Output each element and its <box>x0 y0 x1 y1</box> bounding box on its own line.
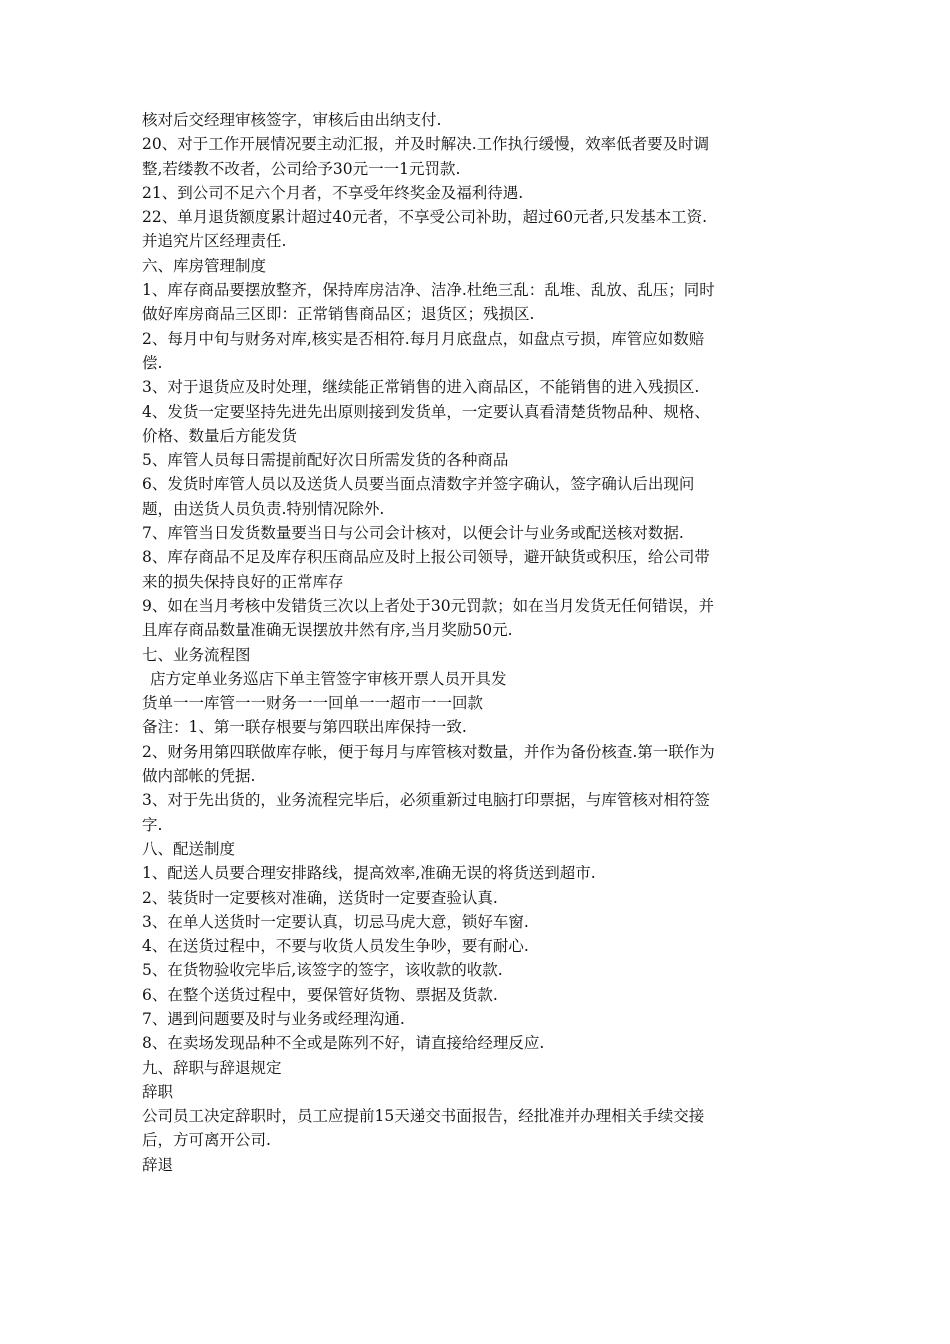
text-line: 核对后交经理审核签字，审核后由出纳支付. <box>142 111 442 129</box>
text-line: 并追究片区经理责任. <box>142 232 287 251</box>
text-line: 4、发货一定要坚持先进先出原则接到发货单，一定要认真看清楚货物品种、规格、 <box>142 402 710 421</box>
section-heading: 七、业务流程图 <box>142 645 251 664</box>
text-line: 8、库存商品不足及库存积压商品应及时上报公司领导，避开缺货或积压，给公司带 <box>142 548 710 567</box>
text-line: 2、财务用第四联做库存帐，便于每月与库管核对数量，并作为备份核查.第一联作为 <box>142 742 715 761</box>
text-line: 且库存商品数量准确无误摆放井然有序,当月奖励50元. <box>142 621 513 640</box>
section-heading: 九、辞职与辞退规定 <box>142 1058 282 1077</box>
text-line: 7、遇到问题要及时与业务或经理沟通. <box>142 1009 405 1028</box>
text-line: 21、到公司不足六个月者，不享受年终奖金及福利待遇. <box>142 183 524 202</box>
text-line: 字. <box>142 815 163 834</box>
text-line: 4、在送货过程中，不要与收货人员发生争吵，要有耐心. <box>142 937 529 956</box>
text-line: 做内部帐的凭据. <box>142 767 256 786</box>
section-heading: 八、配送制度 <box>142 839 236 858</box>
text-line: 3、对于退货应及时处理，继续能正常销售的进入商品区，不能销售的进入残损区. <box>142 378 700 397</box>
text-line: 5、库管人员每日需提前配好次日所需发货的各种商品 <box>142 451 509 470</box>
text-line: 来的损失保持良好的正常库存 <box>142 572 344 591</box>
section-heading: 六、库房管理制度 <box>142 256 267 275</box>
text-line: 9、如在当月考核中发错货三次以上者处于30元罚款；如在当月发货无任何错误，并 <box>142 596 715 615</box>
text-line: 偿. <box>142 353 163 372</box>
text-line: 1、库存商品要摆放整齐，保持库房洁净、洁净.杜绝三乱：乱堆、乱放、乱压；同时 <box>142 281 715 300</box>
text-line: 2、装货时一定要核对准确，送货时一定要查验认真. <box>142 888 498 907</box>
text-line: 6、在整个送货过程中，要保管好货物、票据及货款. <box>142 985 498 1004</box>
text-line: 3、在单人送货时一定要认真，切忌马虎大意，锁好车窗. <box>142 912 529 931</box>
text-line: 货单一一库管一一财务一一回单一一超市一一回款 <box>142 694 484 713</box>
text-line: 1、配送人员要合理安排路线，提高效率,准确无误的将货送到超市. <box>142 864 596 883</box>
text-line: 价格、数量后方能发货 <box>142 426 298 445</box>
text-line: 备注：1、第一联存根要与第四联出库保持一致. <box>142 718 467 737</box>
text-line: 20、对于工作开展情况要主动汇报，并及时解决.工作执行缓慢，效率低者要及时调 <box>142 135 710 154</box>
text-line: 8、在卖场发现品种不全或是陈列不好，请直接给经理反应. <box>142 1034 545 1053</box>
text-line: 5、在货物验收完毕后,该签字的签字，该收款的收款. <box>142 961 503 980</box>
text-line: 店方定单业务巡店下单主管签字审核开票人员开具发 <box>150 669 507 688</box>
text-line: 整,若缕教不改者，公司给予30元一一1元罚款. <box>142 159 461 178</box>
text-line: 后，方可离开公司. <box>142 1131 271 1150</box>
text-line: 题，由送货人员负责.特别情况除外. <box>142 499 385 518</box>
subheading: 辞退 <box>142 1155 174 1174</box>
text-line: 3、对于先出货的，业务流程完毕后，必须重新过电脑打印票据，与库管核对相符签 <box>142 791 710 810</box>
text-line: 公司员工决定辞职时，员工应提前15天递交书面报告，经批准并办理相关手续交接 <box>142 1107 705 1126</box>
document-body <box>142 108 814 1177</box>
text-line: 7、库管当日发货数量要当日与公司会计核对，以便会计与业务或配送核对数据. <box>142 524 684 543</box>
text-line: 2、每月中旬与财务对库,核实是否相符.每月月底盘点，如盘点亏损，库管应如数赔 <box>142 329 705 348</box>
text-line: 22、单月退货额度累计超过40元者，不享受公司补助，超过60元者,只发基本工资. <box>142 208 708 227</box>
text-line: 6、发货时库管人员以及送货人员要当面点清数字并签字确认，签字确认后出现问 <box>142 475 695 494</box>
subheading: 辞职 <box>142 1082 174 1101</box>
text-line: 做好库房商品三区即：正常销售商品区；退货区；残损区. <box>142 305 535 324</box>
